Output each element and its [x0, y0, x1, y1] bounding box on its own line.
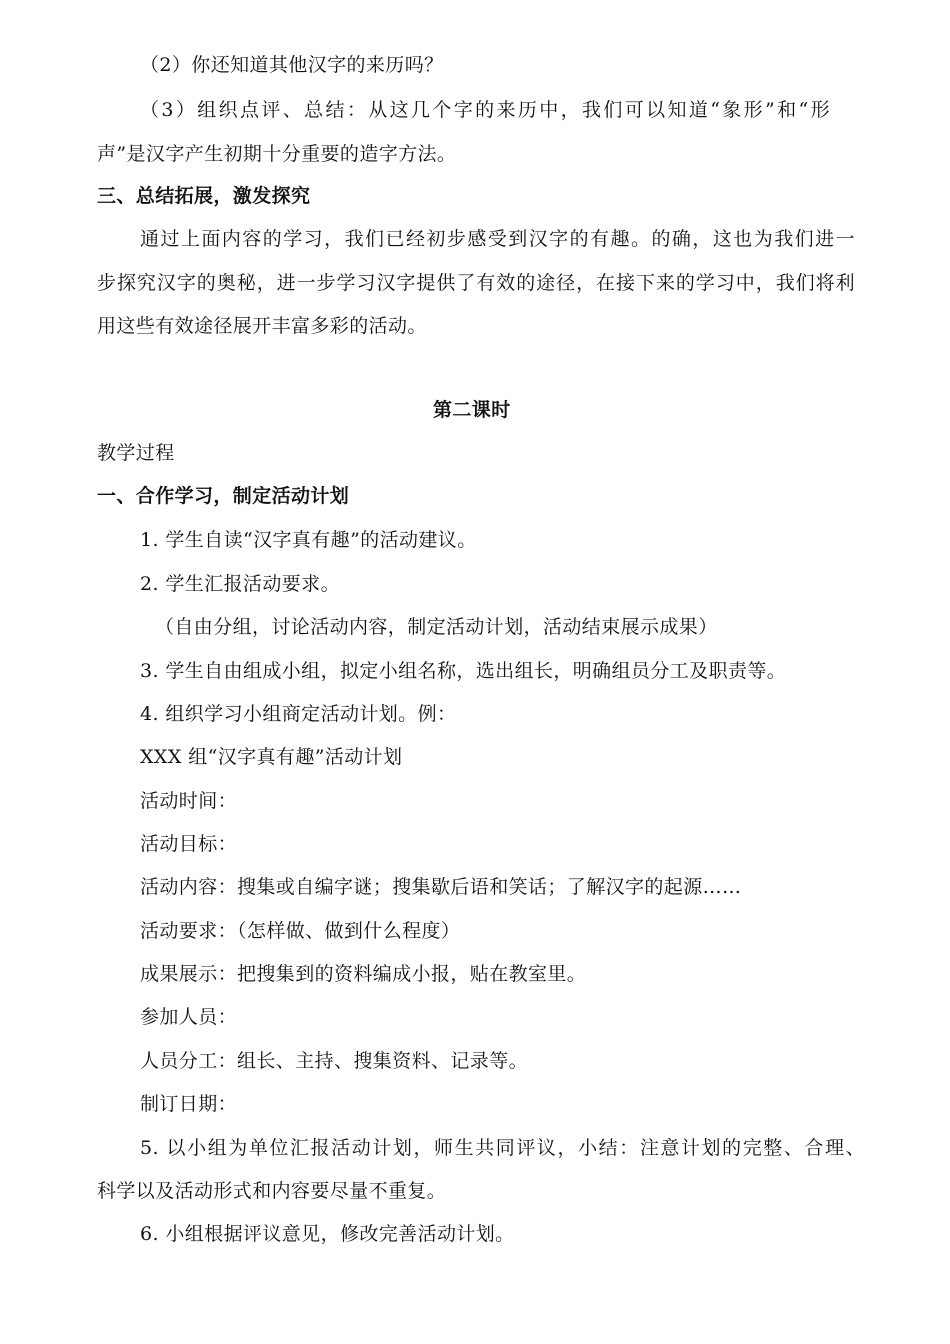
plan-field: 活动目标： — [140, 833, 238, 855]
plan-field: 人员分工：组长、主持、搜集资料、记录等。 — [140, 1050, 529, 1072]
plan-field: 活动要求：（怎样做、做到什么程度） — [140, 920, 461, 942]
list-item: 2. 学生汇报活动要求。 — [140, 573, 340, 595]
plan-field: 活动时间： — [140, 790, 238, 812]
paragraph-line: 通过上面内容的学习，我们已经初步感受到汉字的有趣。的确，这也为我们进一 — [140, 228, 855, 250]
plan-field: 成果展示：把搜集到的资料编成小报，贴在教室里。 — [140, 963, 587, 985]
paragraph-line: 科学以及活动形式和内容要尽量不重复。 — [97, 1180, 447, 1202]
paragraph-line: 步探究汉字的奥秘，进一步学习汉字提供了有效的途径，在接下来的学习中，我们将利 — [97, 272, 855, 294]
list-item: 1. 学生自读“汉字真有趣”的活动建议。 — [140, 529, 477, 551]
list-item: 3. 学生自由组成小组，拟定小组名称，选出组长，明确组员分工及职责等。 — [140, 660, 787, 682]
list-item: 5. 以小组为单位汇报活动计划，师生共同评议，小结：注意计划的完整、合理、 — [140, 1137, 865, 1159]
plan-field: 制订日期： — [140, 1093, 238, 1115]
plan-field: 活动内容：搜集或自编字谜；搜集歇后语和笑话；了解汉字的起源…… — [140, 876, 742, 898]
paragraph-line: （2）你还知道其他汉字的来历吗？ — [140, 54, 444, 76]
section-heading: 三、总结拓展，激发探究 — [97, 185, 311, 207]
paragraph-line: 用这些有效途径展开丰富多彩的活动。 — [97, 315, 427, 337]
plan-title: XXX 组“汉字真有趣”活动计划 — [140, 746, 403, 768]
section-heading: 教学过程 — [97, 442, 175, 464]
list-item: 6. 小组根据评议意见，修改完善活动计划。 — [140, 1223, 515, 1245]
list-item: 4. 组织学习小组商定活动计划。例： — [140, 703, 457, 725]
paragraph-line: （3）组织点评、总结：从这几个字的来历中，我们可以知道“象形”和“形 — [140, 99, 830, 121]
section-heading: 一、合作学习，制定活动计划 — [97, 485, 350, 507]
lesson-title: 第二课时 — [433, 399, 511, 421]
plan-field: 参加人员： — [140, 1006, 238, 1028]
paragraph-line: （自由分组，讨论活动内容，制定活动计划，活动结束展示成果） — [155, 616, 718, 638]
paragraph-line: 声”是汉字产生初期十分重要的造字方法。 — [97, 143, 457, 165]
